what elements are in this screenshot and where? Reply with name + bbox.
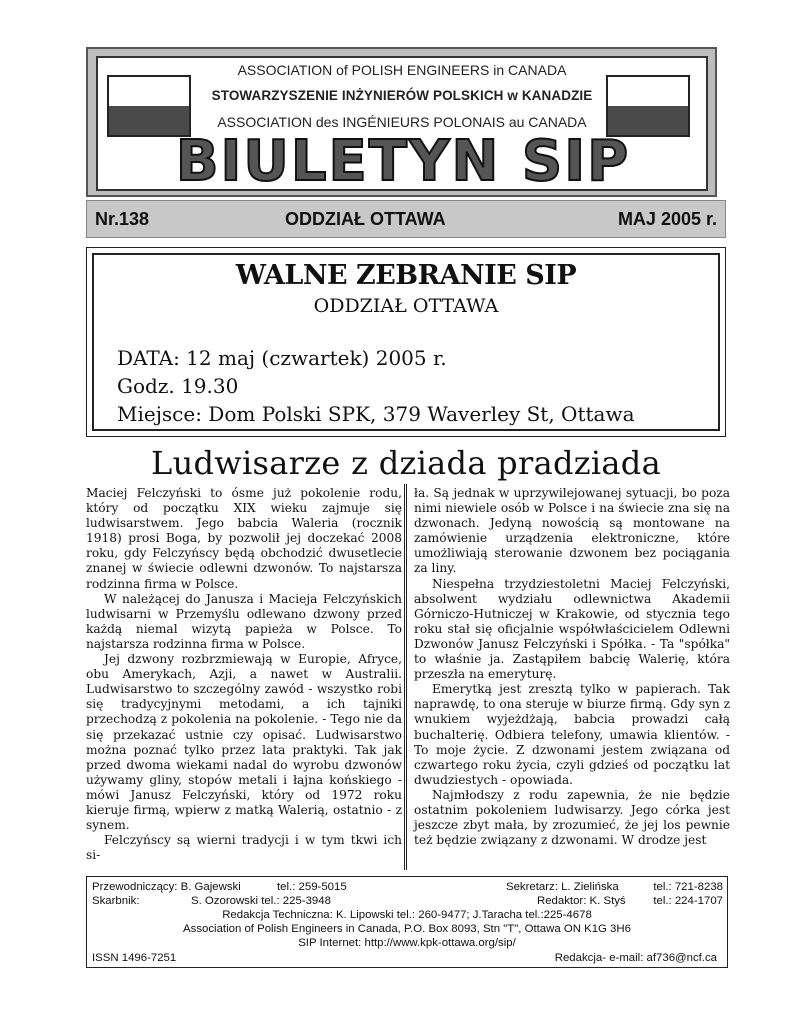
article-paragraph: W należącej do Janusza i Macieja Felczyńskich ludwisarni w Przemyślu odlewano dzwony przed każdą niemal wizytą papieża w Polsce. To najstarsza rodzinna firma w Polsce. xyxy=(86,591,402,651)
article-paragraph: Niespełna trzydziestoletni Maciej Felczyński, absolwent wydziału odlewnictwa Akademii Górniczo-Hutniczej w Krakowie, od stycznia tego roku stał się oficjalnie współwłaścicielem Odlewni Dzwonów Janusz Felczyński i Spółka. - Ta "spółka" to właśnie ja. Zastąpiłem babcię Walerię, która przeszła na emeryturę. xyxy=(414,576,730,682)
meeting-time: Godz. 19.30 xyxy=(117,374,239,398)
issue-branch: ODDZIAŁ OTTAWA xyxy=(285,209,446,229)
article-paragraph: Emerytką jest zresztą tylko w papierach. Tak naprawdę, to ona steruje w biurze firmą. Gdy syn z wnukiem wyjeżdżają, babcia prowadzi całą buchalterię. Odbiera telefony, umawia klientów. - To moje życie. Z dzwonami jestem związana od czwartego roku życia, czyli gdzieś od początku lat dwudziestych - opowiada. xyxy=(414,682,730,787)
meeting-place: Miejsce: Dom Polski SPK, 379 Waverley St, Ottawa xyxy=(117,402,635,426)
footer-editor: Redaktor: K. Styś xyxy=(537,895,626,907)
article-paragraph: Najmłodszy z rodu zapewnia, że nie będzie ostatnim pokoleniem ludwisarzy. Jego córka jest jeszcze zbyt mała, by zrozumieć, że jej los pewnie też będzie związany z dzwonami. W drodze jest xyxy=(414,787,730,848)
meeting-date: DATA: 12 maj (czwartek) 2005 r. xyxy=(117,346,447,370)
footer-address: Association of Polish Engineers in Canada, P.O. Box 8093, Stn "T", Ottawa ON K1G 3H6 xyxy=(183,923,631,935)
issue-number: Nr.138 xyxy=(95,209,150,229)
footer-technical-editors: Redakcja Techniczna: K. Lipowski tel.: 260-9477; J.Taracha tel.:225-4678 xyxy=(222,909,592,921)
article-column-right xyxy=(414,486,730,848)
article-column-left xyxy=(86,486,402,863)
footer-treasurer: S. Ozorowski tel.: 225-3948 xyxy=(191,895,331,907)
association-name-polish: STOWARZYSZENIE INŻYNIERÓW POLSKICH w KANADZIE xyxy=(211,88,593,103)
association-name-english: ASSOCIATION of POLISH ENGINEERS in CANADA xyxy=(237,62,567,78)
footer-secretary-tel: tel.: 721-8238 xyxy=(653,881,723,893)
polish-flag-left xyxy=(107,75,191,137)
article-paragraph: Felczyńscy są wierni tradycji i w tym tkwi ich si- xyxy=(86,833,402,863)
bulletin-title: BIULETYN SIP xyxy=(175,129,631,194)
article-paragraph: Maciej Felczyński to ósme już pokolenie rodu, który od początku XIX wieku zajmuje się ludwisarstwem. Jego babcia Waleria (rocznik 1918) prosi Boga, by pozwolił jej doczekać 2008 roku, gdy Felczyńscy będą obchodzić dwusetlecie znanej w świecie odlewni dzwonów. To najstarsza rodzinna firma w Polsce. xyxy=(86,486,402,591)
meeting-title: WALNE ZEBRANIE SIP xyxy=(235,260,577,291)
footer-chair: Przewodniczący: B. Gajewski xyxy=(92,881,241,893)
issue-date: MAJ 2005 r. xyxy=(617,209,717,229)
footer-issn: ISSN 1496-7251 xyxy=(92,952,177,964)
article-title: Ludwisarze z dziada pradziada xyxy=(151,444,661,482)
article-paragraph: ła. Są jednak w uprzywilejowanej sytuacji, bo poza nimi niewiele osób w Polsce i na świecie zna się na dzwonach. Jedyną nowością są montowane na zamówienie urządzenia elektroniczne, które umożliwiają sterowanie dzwonem bez pociągania za liny. xyxy=(414,486,730,576)
footer-editor-tel: tel.: 224-1707 xyxy=(653,895,723,907)
footer-box xyxy=(86,876,728,968)
footer-chair-tel: tel.: 259-5015 xyxy=(277,881,347,893)
footer-email: Redakcja- e-mail: af736@ncf.ca xyxy=(554,952,717,964)
article-paragraph: Jej dzwony rozbrzmiewają w Europie, Afryce, obu Amerykach, Azji, a nawet w Australii. Ludwisarstwo to szczególny zawód - wszystko robi się tradycyjnymi metodami, a ich tajniki przechodzą z pokolenia na pokolenie. - Tego nie da się przekazać ustnie czy opisać. Ludwisarstwo można poznać tylko przez lata praktyki. Tak jak przed dwoma wiekami nadal do wyrobu dzwonów używamy gliny, stopów metali i łajna końskiego - mówi Janusz Felczyński, który od 1972 roku kieruje firmą, wpierw z matką Walerią, ostatnio - z synem. xyxy=(86,652,402,833)
footer-internet: SIP Internet: http://www.kpk-ottawa.org/sip/ xyxy=(298,937,516,949)
footer-treasurer-label: Skarbnik: xyxy=(92,895,140,907)
footer-secretary: Sekretarz: L. Zielińska xyxy=(506,881,619,893)
column-divider xyxy=(404,484,407,870)
association-name-french: ASSOCIATION des INGÉNIEURS POLONAIS au CANADA xyxy=(217,114,587,130)
meeting-subtitle: ODDZIAŁ OTTAWA xyxy=(313,295,499,317)
polish-flag-right xyxy=(606,75,690,137)
issue-bar xyxy=(86,200,726,238)
